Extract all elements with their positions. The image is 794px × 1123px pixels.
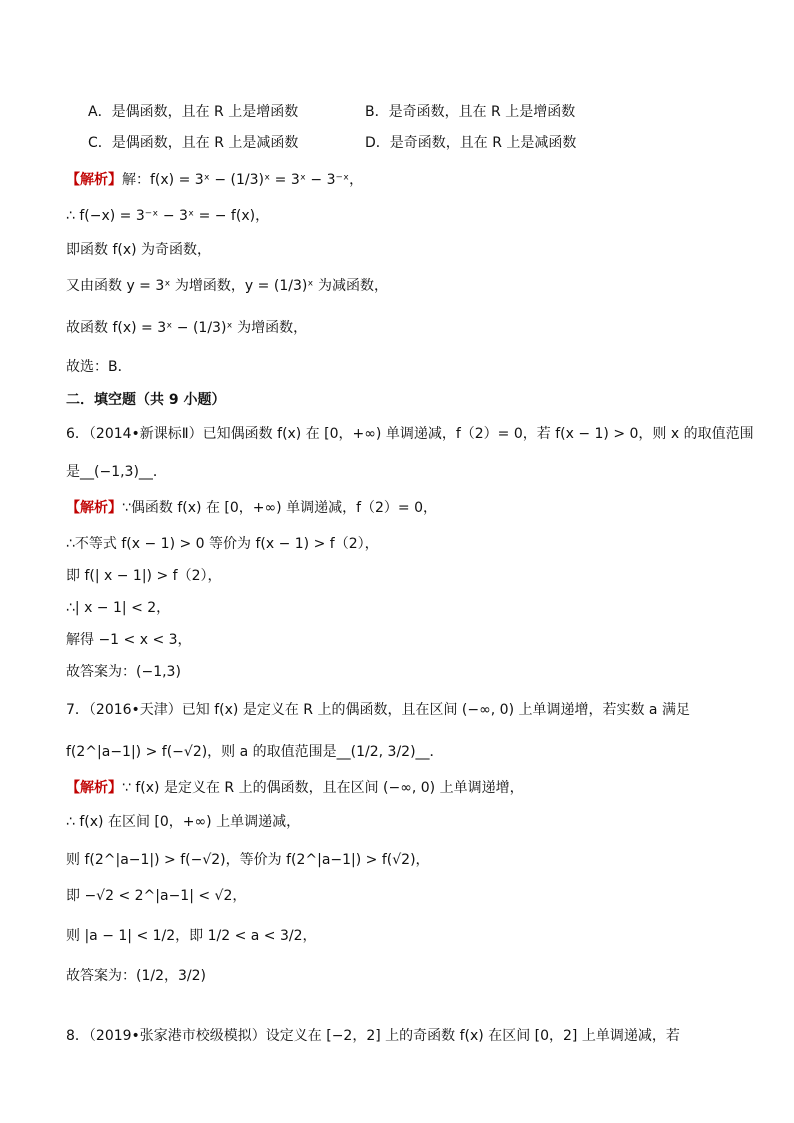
q5-solution-5: 故函数 f(x) = 3ˣ − (1/3)ˣ 为增函数， xyxy=(66,320,308,336)
q5-solution-2: ∴ f(−x) = 3⁻ˣ − 3ˣ = − f(x)， xyxy=(66,208,270,224)
q6-solution-6: 故答案为：(−1,3) xyxy=(66,664,181,680)
q7-analysis-line1 xyxy=(66,778,524,798)
analysis-tag: 【解析】 xyxy=(66,780,122,796)
q7-stem-2: f(2^|a−1|) > f(−√2)，则 a 的取值范围是__(1/2, 3/2)__． xyxy=(66,744,444,760)
q7-solution-2: ∴ f(x) 在区间 [0，+∞) 上单调递减， xyxy=(66,814,301,830)
q6-solution-5: 解得 −1 < x < 3， xyxy=(66,632,192,648)
option-b: B．是奇函数，且在 R 上是增函数 xyxy=(365,104,576,120)
q5-solution-4: 又由函数 y = 3ˣ 为增函数，y = (1/3)ˣ 为减函数， xyxy=(66,278,388,294)
q7-stem-1: 7．（2016•天津）已知 f(x) 是定义在 R 上的偶函数，且在区间 (−∞, 0) 上单调递增，若实数 a 满足 xyxy=(66,702,690,718)
q6-stem-2: 是__(−1,3)__． xyxy=(66,464,167,480)
q7-solution-1: ∵ f(x) 是定义在 R 上的偶函数，且在区间 (−∞, 0) 上单调递增， xyxy=(122,780,524,796)
q6-solution-4: ∴| x − 1| < 2， xyxy=(66,600,171,616)
q7-solution-5: 则 |a − 1| < 1/2，即 1/2 < a < 3/2， xyxy=(66,928,317,944)
q5-solution-3: 即函数 f(x) 为奇函数， xyxy=(66,242,212,258)
q5-analysis-line1 xyxy=(66,170,363,190)
section-heading: 二．填空题（共 9 小题） xyxy=(66,392,226,408)
q6-solution-2: ∴不等式 f(x − 1) > 0 等价为 f(x − 1) > f（2）， xyxy=(66,536,379,552)
option-c: C．是偶函数，且在 R 上是减函数 xyxy=(88,135,299,151)
q6-solution-3: 即 f(| x − 1|) > f（2）， xyxy=(66,568,222,584)
q6-analysis-line1 xyxy=(66,498,437,518)
q8-stem-1: 8．（2019•张家港市校级模拟）设定义在 [−2，2] 上的奇函数 f(x) 在区间 [0，2] 上单调递减，若 xyxy=(66,1028,680,1044)
q7-solution-4: 即 −√2 < 2^|a−1| < √2， xyxy=(66,888,247,904)
analysis-tag: 【解析】 xyxy=(66,500,122,516)
option-d: D．是奇函数，且在 R 上是减函数 xyxy=(365,135,577,151)
q7-solution-6: 故答案为：(1/2，3/2) xyxy=(66,968,206,984)
q5-solution-6: 故选：B． xyxy=(66,359,132,375)
q6-solution-1: ∵偶函数 f(x) 在 [0，+∞) 单调递减，f（2）= 0， xyxy=(122,500,437,516)
q7-solution-3: 则 f(2^|a−1|) > f(−√2)，等价为 f(2^|a−1|) > f(√2)， xyxy=(66,852,430,868)
q6-stem-1: 6．（2014•新课标Ⅱ）已知偶函数 f(x) 在 [0，+∞) 单调递减，f（2）= 0，若 f(x − 1) > 0，则 x 的取值范围 xyxy=(66,426,754,442)
analysis-tag: 【解析】 xyxy=(66,172,122,188)
q5-solution-1: 解：f(x) = 3ˣ − (1/3)ˣ = 3ˣ − 3⁻ˣ， xyxy=(122,172,364,188)
option-a: A．是偶函数，且在 R 上是增函数 xyxy=(88,104,299,120)
